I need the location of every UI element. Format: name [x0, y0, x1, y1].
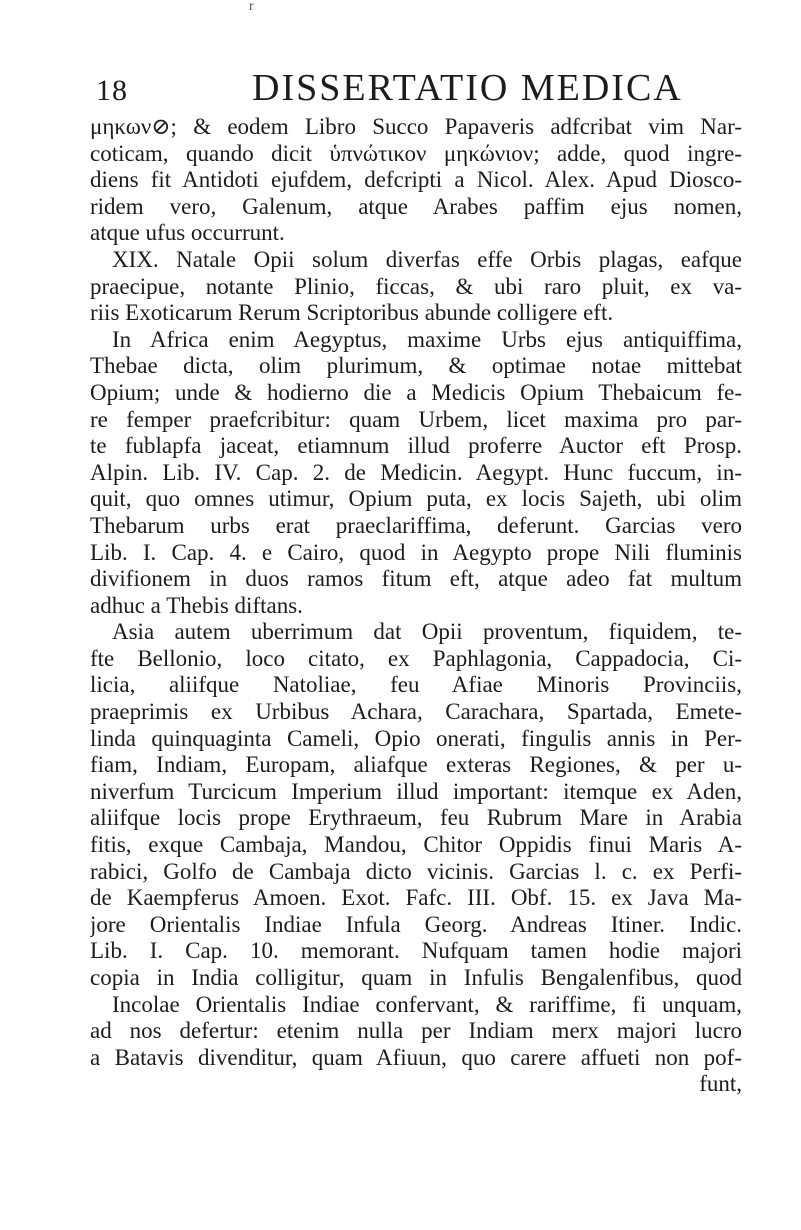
body-text	[90, 114, 742, 1098]
text-line: rabici, Golfo de Cambaja dicto vicinis. Garcias l. c. ex Perfi-	[90, 858, 742, 884]
text-line: licia, aliifque Natoliae, feu Afiae Minoris Provinciis,	[90, 672, 742, 698]
text-line: In Africa enim Aegyptus, maxime Urbs ejus antiquiffima,	[112, 326, 742, 352]
text-line: linda quinquaginta Cameli, Opio onerati, fingulis annis in Per-	[90, 725, 742, 751]
text-line: praeprimis ex Urbibus Achara, Carachara, Spartada, Emete-	[90, 699, 742, 725]
text-line: fitis, exque Cambaja, Mandou, Chitor Oppidis finui Maris A-	[90, 832, 742, 858]
text-line: Thebae dicta, olim plurimum, & optimae notae mittebat	[90, 353, 742, 379]
text-line: quit, quo omnes utimur, Opium puta, ex locis Sajeth, ubi olim	[90, 486, 742, 512]
text-line: aliifque locis prope Erythraeum, feu Rubrum Mare in Arabia	[90, 805, 742, 831]
text-line: Incolae Orientalis Indiae confervant, & rariffime, fi unquam,	[112, 991, 742, 1017]
text-line: te fublapfa jaceat, etiamnum illud proferre Auctor eft Prosp.	[90, 433, 742, 459]
text-line: Lib. I. Cap. 4. e Cairo, quod in Aegypto prope Nili fluminis	[90, 539, 742, 565]
text-line: funt,	[699, 1071, 742, 1097]
text-line: Alpin. Lib. IV. Cap. 2. de Medicin. Aegypt. Hunc fuccum, in-	[90, 459, 742, 485]
text-line: a Batavis divenditur, quam Afiuun, quo carere affueti non pof-	[90, 1044, 742, 1070]
page-number: 18	[96, 74, 128, 107]
text-line: ridem vero, Galenum, atque Arabes paffim ejus nomen,	[90, 193, 742, 219]
text-line: Asia autem uberrimum dat Opii proventum, fiquidem, te-	[112, 619, 742, 645]
text-line: Opium; unde & hodierno die a Medicis Opium Thebaicum fe-	[90, 379, 742, 405]
running-title: DISSERTATIO MEDICA	[252, 67, 683, 109]
text-line: coticam, quando dicit ὑπνώτικον μηκώνιον; adde, quod ingre-	[90, 140, 742, 166]
text-line: riis Exoticarum Rerum Scriptoribus abunde colligere eft.	[90, 300, 614, 326]
text-line: diens fit Antidoti ejufdem, defcripti a Nicol. Alex. Apud Diosco-	[90, 167, 742, 193]
page-header	[96, 66, 736, 109]
text-line: ad nos defertur: etenim nulla per Indiam merx majori lucro	[90, 1018, 742, 1044]
text-line: copia in India colligitur, quam in Infulis Bengalenfibus, quod	[90, 965, 742, 990]
text-line: praecipue, notante Plinio, ficcas, & ubi raro pluit, ex va-	[90, 273, 742, 299]
text-line: XIX. Natale Opii solum diverfas effe Orbis plagas, eafque	[112, 246, 742, 272]
text-line: atque ufus occurrunt.	[90, 220, 285, 246]
text-line: re femper praefcribitur: quam Urbem, licet maxima pro par-	[90, 406, 742, 432]
text-line: niverfum Turcicum Imperium illud important: itemque ex Aden,	[90, 778, 742, 804]
text-line: divifionem in duos ramos fitum eft, atque adeo fat multum	[90, 566, 742, 592]
text-line: jore Orientalis Indiae Infula Georg. Andreas Itiner. Indic.	[90, 911, 742, 937]
text-line: Lib. I. Cap. 10. memorant. Nufquam tamen hodie majori	[90, 938, 742, 964]
text-line: adhuc a Thebis diftans.	[90, 592, 303, 618]
text-line: fiam, Indiam, Europam, aliafque exteras Regiones, & per u-	[90, 752, 742, 778]
text-line: μηκων⊘; & eodem Libro Succo Papaveris adfcribat vim Nar-	[90, 114, 742, 139]
text-line: de Kaempferus Amoen. Exot. Fafc. III. Obf. 15. ex Java Ma-	[90, 885, 742, 911]
text-line: fte Bellonio, loco citato, ex Paphlagonia, Cappadocia, Ci-	[90, 645, 742, 671]
text-line: Thebarum urbs erat praeclariffima, deferunt. Garcias vero	[90, 512, 742, 538]
top-mark: r	[249, 0, 254, 14]
